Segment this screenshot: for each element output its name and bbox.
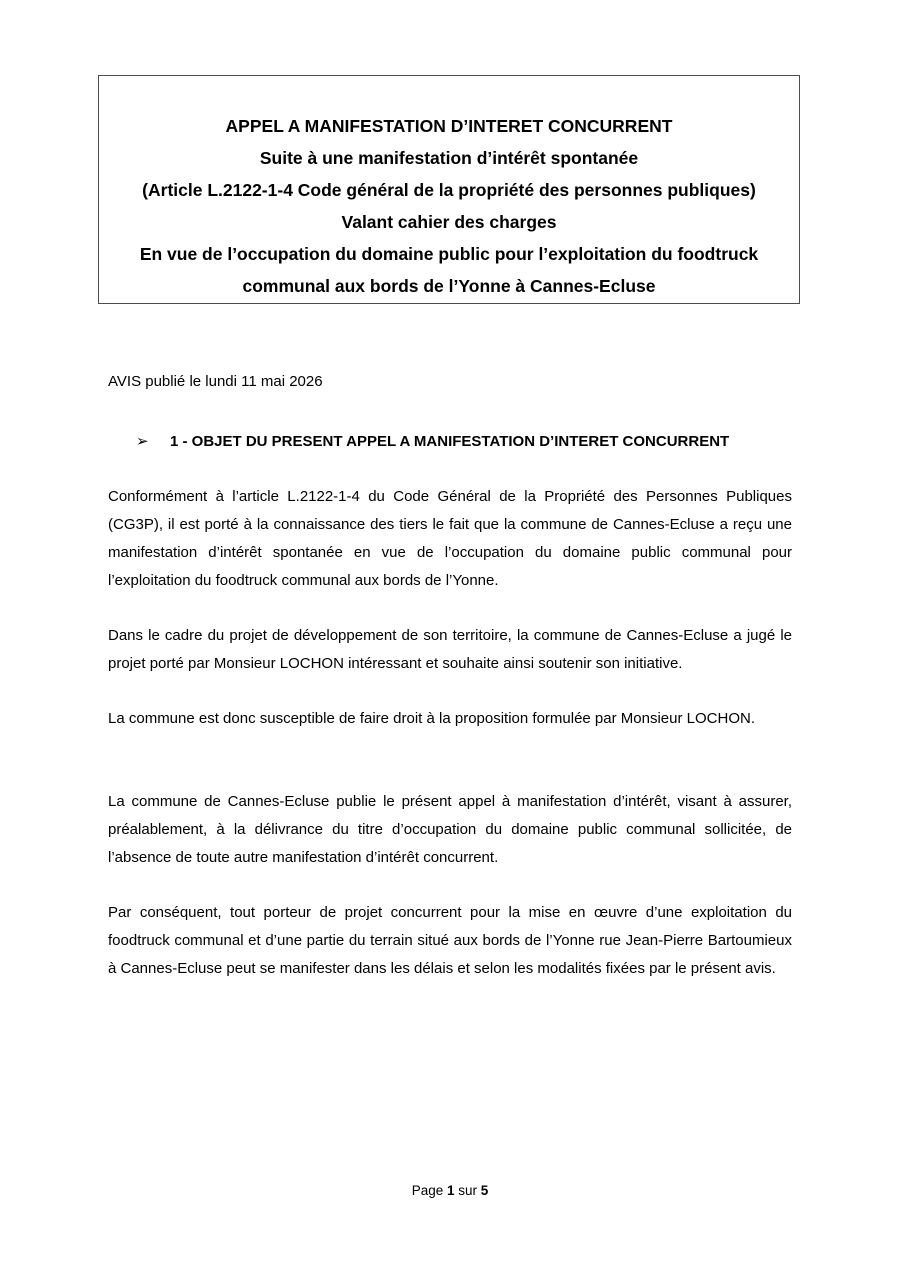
paragraph-3: La commune est donc susceptible de faire droit à la proposition formulée par Monsieur LOCHON. bbox=[108, 710, 755, 727]
publication-notice: AVIS publié le lundi 11 mai 2026 bbox=[108, 373, 323, 390]
paragraph-2: Dans le cadre du projet de développement de son territoire, la commune de Cannes-Ecluse a jugé le projet porté par Monsieur LOCHON intéressant et souhaite ainsi soutenir son initiative. bbox=[108, 627, 792, 672]
section-heading-text: 1 - OBJET DU PRESENT APPEL A MANIFESTATION D’INTERET CONCURRENT bbox=[170, 433, 730, 450]
title-line-5: En vue de l’occupation du domaine public pour l’exploitation du foodtruck bbox=[139, 244, 759, 264]
of-word: sur bbox=[458, 1183, 478, 1198]
page-current: 1 bbox=[446, 1183, 455, 1198]
page-footer bbox=[0, 1182, 900, 1200]
section-heading bbox=[136, 432, 729, 452]
title-line-6: communal aux bords de l’Yonne à Cannes-Ecluse bbox=[242, 276, 656, 296]
paragraph-4: La commune de Cannes-Ecluse publie le présent appel à manifestation d’intérêt, visant à assurer, préalablement, à la délivrance du titre d’occupation du domaine public communal sollicitée, de l’absence de toute autre manifestation d’intérêt concurrent. bbox=[108, 793, 792, 866]
paragraph-5: Par conséquent, tout porteur de projet concurrent pour la mise en œuvre d’une exploitation du foodtruck communal et d’une partie du terrain situé aux bords de l’Yonne rue Jean-Pierre Bartoumieux à Cannes-Ecluse peut se manifester dans les délais et selon les modalités fixées par le présent avis. bbox=[108, 904, 792, 977]
title-line-3: (Article L.2122-1-4 Code général de la propriété des personnes publiques) bbox=[142, 180, 756, 200]
page-total: 5 bbox=[480, 1183, 489, 1198]
paragraph-1: Conformément à l’article L.2122-1-4 du Code Général de la Propriété des Personnes Publiques (CG3P), il est porté à la connaissance des tiers le fait que la commune de Cannes-Ecluse a reçu une manifestation d’intérêt spontanée en vue de l’occupation du domaine public communal pour l’exploitation du foodtruck communal aux bords de l’Yonne. bbox=[108, 488, 792, 589]
arrow-bullet-icon: ➢ bbox=[136, 433, 149, 450]
title-box bbox=[98, 75, 800, 304]
title-line-4: Valant cahier des charges bbox=[341, 212, 557, 232]
title-line-2: Suite à une manifestation d’intérêt spontanée bbox=[259, 148, 639, 168]
page-word: Page bbox=[411, 1183, 444, 1198]
title-line-1: APPEL A MANIFESTATION D’INTERET CONCURRENT bbox=[225, 116, 673, 136]
